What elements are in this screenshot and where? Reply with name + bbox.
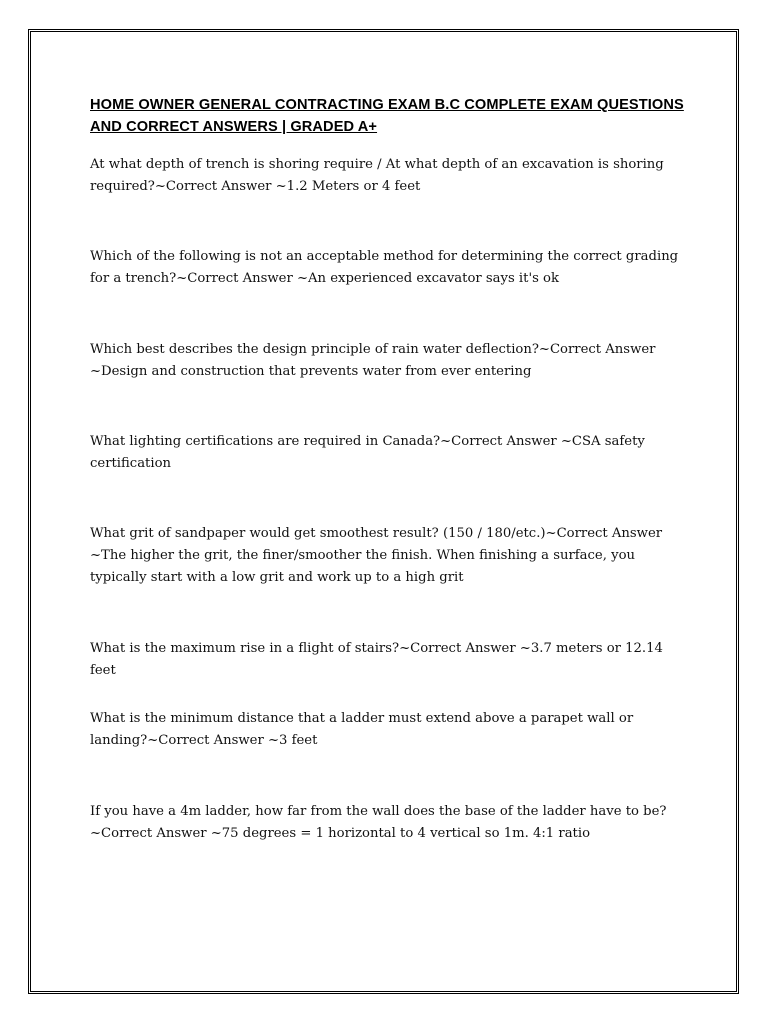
qa-item-1: At what depth of trench is shoring require / At what depth of an excavation is shoring required?~Correct Answer ~1.2 Meters or 4 feet [90, 157, 664, 194]
qa-item-3: Which best describes the design principle of rain water deflection?~Correct Answer ~Design and construction that prevents water from ever entering [90, 342, 656, 379]
qa-item-6: What is the maximum rise in a flight of stairs?~Correct Answer ~3.7 meters or 12.14 feet [90, 641, 663, 678]
document-body [90, 94, 690, 841]
document-title: HOME OWNER GENERAL CONTRACTING EXAM B.C COMPLETE EXAM QUESTIONS AND CORRECT ANSWERS | GRADED A+ [90, 97, 684, 135]
qa-item-7: What is the minimum distance that a ladder must extend above a parapet wall or landing?~Correct Answer ~3 feet [90, 711, 634, 748]
qa-item-5: What grit of sandpaper would get smoothest result? (150 / 180/etc.)~Correct Answer ~The higher the grit, the finer/smoother the finish. When finishing a surface, you typically start with a low grit and work up to a high grit [90, 526, 663, 585]
qa-item-4: What lighting certifications are required in Canada?~Correct Answer ~CSA safety certification [90, 434, 645, 471]
qa-item-2: Which of the following is not an acceptable method for determining the correct grading for a trench?~Correct Answer ~An experienced excavator says it's ok [90, 249, 679, 286]
qa-item-8: If you have a 4m ladder, how far from the wall does the base of the ladder have to be?~Correct Answer ~75 degrees = 1 horizontal to 4 vertical so 1m. 4:1 ratio [90, 804, 667, 841]
